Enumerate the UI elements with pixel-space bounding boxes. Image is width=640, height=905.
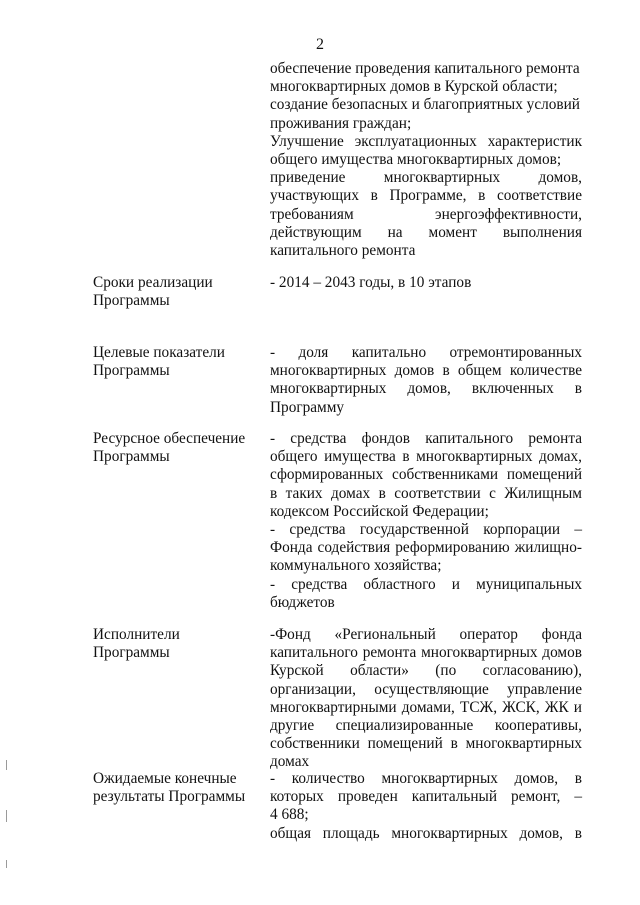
resources-label xyxy=(93,430,253,466)
terms-value xyxy=(270,274,582,292)
executors-value xyxy=(270,626,582,772)
text-line: которых проведен капитальный ремонт, – xyxy=(270,788,582,806)
label-line: Ресурсное обеспечение xyxy=(93,430,246,447)
results-label xyxy=(93,770,253,806)
label-line: Программы xyxy=(93,448,170,466)
text-line: - доля капитально отремонтированных xyxy=(270,344,582,361)
text-line: 4 688; xyxy=(270,806,309,824)
text-line: общая площадь многоквартирных домов, в xyxy=(270,824,582,842)
text-line: участвующих в Программе, в соответствие xyxy=(270,187,582,205)
text-line: обеспечение проведения капитального ремонта xyxy=(270,60,580,77)
label-line: Исполнители xyxy=(93,626,180,643)
text-line: Фонда содействия реформированию жилищно- xyxy=(270,539,582,557)
resources-value xyxy=(270,430,582,612)
text-line: проживания граждан; xyxy=(270,114,412,132)
label-line: Целевые показатели xyxy=(93,344,225,361)
text-line: многоквартирными домами, ТСЖ, ЖСК, ЖК и xyxy=(270,698,582,716)
text-line: -Фонд «Региональный оператор фонда xyxy=(270,626,582,643)
text-line: Курской области» (по согласованию), xyxy=(270,662,582,680)
text-line: сформированных собственниками помещений xyxy=(270,466,582,484)
text-line: капитального ремонта xyxy=(270,242,416,260)
text-line: требованиям энергоэффективности, xyxy=(270,205,582,223)
label-line: результаты Программы xyxy=(93,788,246,806)
scan-margin-mark xyxy=(6,810,7,822)
text-line: - средства фондов капитального ремонта xyxy=(270,430,582,447)
text-line: - средства областного и муниципальных xyxy=(270,575,582,593)
label-line: Программы xyxy=(93,644,170,662)
text-line: приведение многоквартирных домов, xyxy=(270,169,582,187)
label-line: Программы xyxy=(93,292,170,310)
text-line: домах xyxy=(270,753,310,771)
label-line: Программы xyxy=(93,362,170,380)
text-line: собственники помещений в многоквартирных xyxy=(270,735,582,753)
scan-margin-mark xyxy=(6,760,7,770)
text-line: многоквартирных домов, включенных в xyxy=(270,380,582,398)
text-line: общего имущества многоквартирных домов; xyxy=(270,151,562,169)
targets-label xyxy=(93,344,253,380)
text-line: многоквартирных домов в общем количестве xyxy=(270,362,582,380)
goals-continued-text xyxy=(270,60,582,260)
text-line: кодексом Российской Федерации; xyxy=(270,502,489,520)
text-line: другие специализированные кооперативы, xyxy=(270,717,582,735)
text-line: общего имущества в многоквартирных домах, xyxy=(270,448,582,466)
text-line: действующим на момент выполнения xyxy=(270,223,582,241)
text-line: многоквартирных домов в Курской области; xyxy=(270,78,558,96)
page-number: 2 xyxy=(316,36,324,53)
targets-value xyxy=(270,344,582,417)
text-line: бюджетов xyxy=(270,593,335,611)
text-line: Программу xyxy=(270,398,345,416)
text-line: организации, осуществляющие управление xyxy=(270,680,582,698)
label-line: Сроки реализации xyxy=(93,274,213,291)
label-line: Ожидаемые конечные xyxy=(93,770,237,787)
text-line: - 2014 – 2043 годы, в 10 этапов xyxy=(270,274,472,291)
terms-label xyxy=(93,274,253,310)
text-line: коммунального хозяйства; xyxy=(270,557,442,575)
text-line: в таких домах в соответствии с Жилищным xyxy=(270,484,582,502)
executors-label xyxy=(93,626,253,662)
text-line: капитального ремонта многоквартирных домов xyxy=(270,644,582,662)
text-line: - средства государственной корпорации – xyxy=(270,521,582,539)
text-line: создание безопасных и благоприятных условий xyxy=(270,96,580,114)
results-value xyxy=(270,770,582,843)
text-line: - количество многоквартирных домов, в xyxy=(270,770,582,787)
text-line: Улучшение эксплуатационных характеристик xyxy=(270,132,582,150)
scan-margin-mark xyxy=(6,860,7,868)
